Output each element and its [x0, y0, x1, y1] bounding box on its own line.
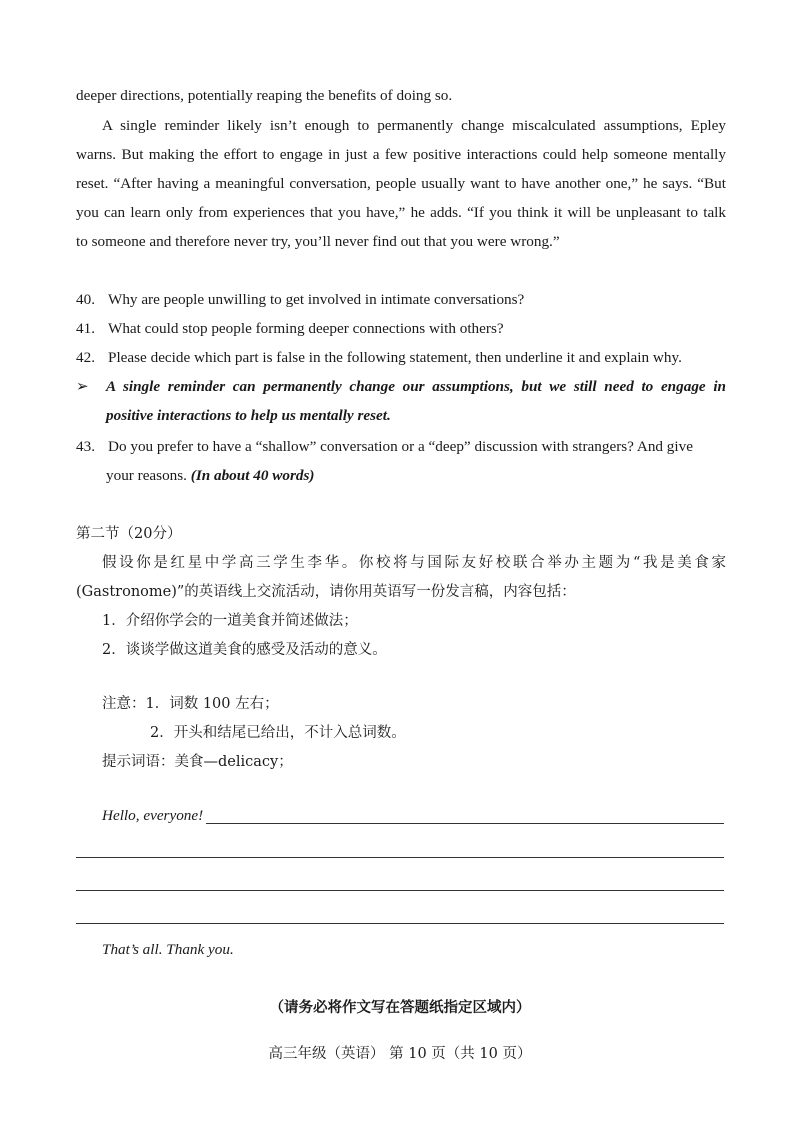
section-2-heading: 第二节（20分） — [76, 526, 182, 542]
question-number: 41. — [76, 320, 95, 337]
content-point-1: 1．介绍你学会的一道美食并简述做法； — [102, 613, 358, 629]
question-number: 43. — [76, 438, 95, 455]
question-41 — [76, 319, 726, 339]
writing-line[interactable] — [76, 857, 724, 858]
note-2: 2．开头和结尾已给出，不计入总词数。 — [150, 725, 406, 741]
answer-sheet-notice: （请务必将作文写在答题纸指定区域内） — [269, 999, 531, 1016]
question-43-line-2 — [106, 466, 726, 486]
passage-line-5: you can learn only from experiences that you have,” he adds. “If you think it will be unpleasant to talk — [76, 204, 726, 221]
passage-line-3: warns. But making the effort to engage in just a few positive interactions could help someone mentally — [76, 146, 726, 163]
question-text: Why are people unwilling to get involved in intimate conversations? — [108, 291, 525, 308]
arrow-bullet-icon: ➢ — [76, 379, 89, 395]
statement-line-2: positive interactions to help us mentally reset. — [106, 407, 391, 424]
question-text: your reasons. — [106, 467, 187, 484]
question-43 — [76, 437, 726, 457]
passage-line-6: to someone and therefore never try, you’ll never find out that you were wrong.” — [76, 233, 560, 250]
essay-opening: Hello, everyone! — [102, 807, 204, 824]
section-2-prompt-line-1: 假设你是红星中学高三学生李华。你校将与国际友好校联合举办主题为“我是美食家 — [102, 555, 726, 571]
essay-closing: That’s all. Thank you. — [102, 941, 234, 958]
question-text: Do you prefer to have a “shallow” conversation or a “deep” discussion with strangers? And give — [108, 438, 693, 455]
hint-words: 提示词语：美食—delicacy； — [102, 754, 293, 770]
statement-line-1: A single reminder can permanently change our assumptions, but we still need to engage in — [106, 378, 726, 395]
writing-line[interactable] — [76, 923, 724, 924]
word-limit-note: (In about 40 words) — [190, 467, 315, 484]
passage-line-1: deeper directions, potentially reaping the benefits of doing so. — [76, 87, 453, 104]
passage-line-2: A single reminder likely isn’t enough to permanently change miscalculated assumptions, Epley — [102, 117, 726, 134]
question-text: What could stop people forming deeper connections with others? — [108, 320, 504, 337]
page-footer: 高三年级（英语） 第 10 页（共 10 页） — [268, 1046, 532, 1062]
content-point-2: 2．谈谈学做这道美食的感受及活动的意义。 — [102, 642, 387, 658]
writing-line[interactable] — [76, 890, 724, 891]
question-number: 40. — [76, 291, 95, 308]
writing-line[interactable] — [206, 823, 724, 824]
question-text: Please decide which part is false in the following statement, then underline it and explain why. — [108, 349, 682, 366]
passage-line-4: reset. “After having a meaningful conversation, people usually want to have another one,” he says. “But — [76, 175, 726, 192]
question-number: 42. — [76, 349, 95, 366]
question-42 — [76, 348, 726, 368]
question-40 — [76, 290, 726, 310]
note-1: 注意：1．词数 100 左右； — [102, 696, 279, 712]
section-2-prompt-line-2: (Gastronome)”的英语线上交流活动，请你用英语写一份发言稿，内容包括： — [76, 584, 576, 600]
